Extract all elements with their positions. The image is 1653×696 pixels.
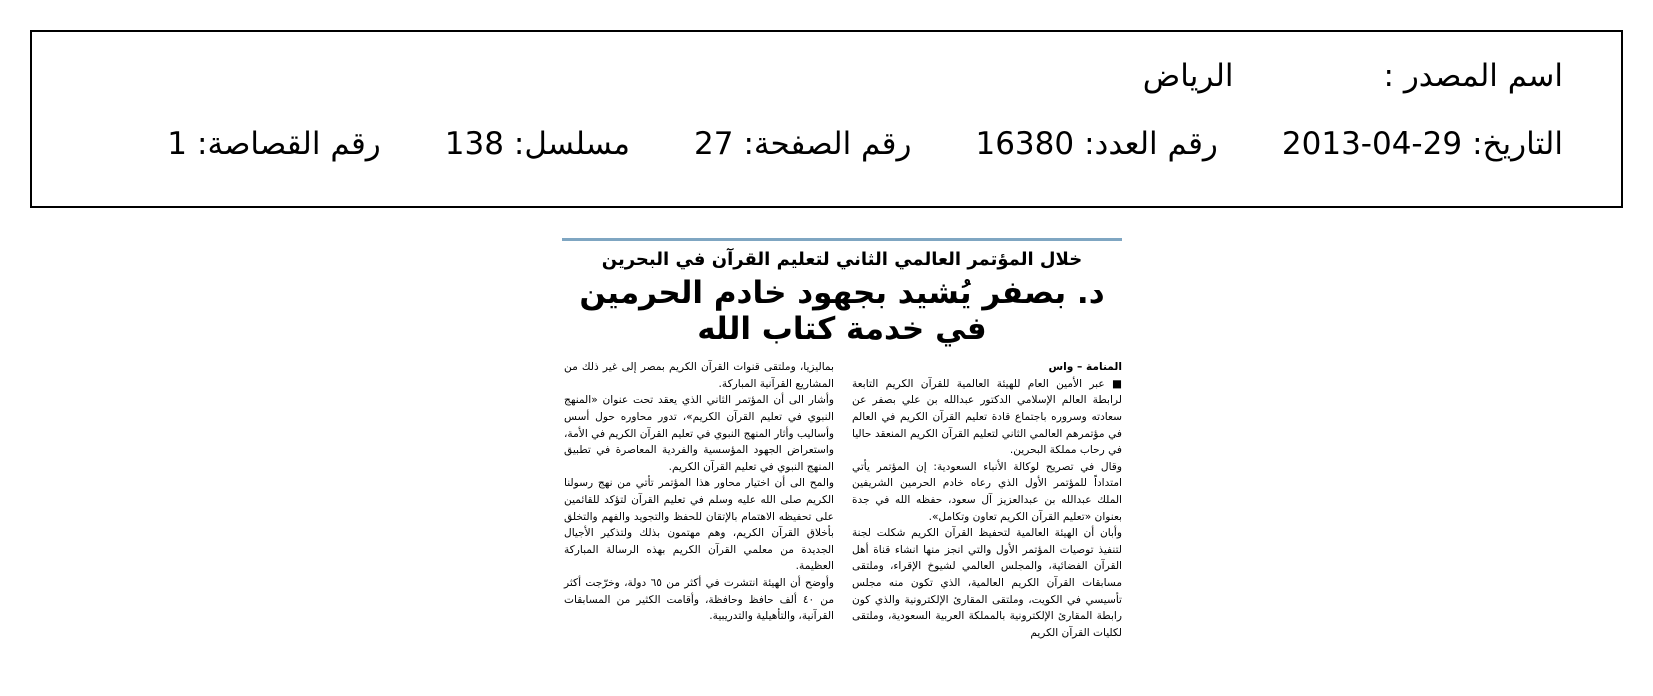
page-number-field bbox=[694, 126, 911, 162]
date-label: التاريخ: bbox=[1472, 126, 1563, 162]
article-column-right bbox=[852, 359, 1122, 641]
article-columns bbox=[562, 359, 1122, 641]
source-label: اسم المصدر : bbox=[1383, 58, 1563, 94]
paragraph: وقال في تصريح لوكالة الأنباء السعودية: إن المؤتمر يأتي امتداداً للمؤتمر الأول الذي رعاه خادم الحرمين الشريفين الملك عبدالله بن عبدالعزيز آل سعود، حفظه الله في جدة بعنوان «تعليم القرآن الكريم تعاون وتكامل». bbox=[852, 460, 1122, 523]
document-header bbox=[30, 30, 1623, 208]
paragraph: وأوضح أن الهيئة انتشرت في أكثر من ٦٥ دولة، وخرّجت أكثر من ٤٠ ألف حافظ وحافظة، وأقامت الكثير من المسابقات القرآنية، والتأهيلية والتدريبية. bbox=[564, 577, 834, 623]
serial-label: مسلسل: bbox=[513, 126, 631, 162]
source-row bbox=[1143, 58, 1563, 94]
issue-number-label: رقم العدد: bbox=[1084, 126, 1218, 162]
paragraph: وأبان أن الهيئة العالمية لتحفيظ القرآن الكريم شكلت لجنة لتنفيذ توصيات المؤتمر الأول والتي انجز منها انشاء قناة أهل القرآن الفضائية، والمجلس العالمي لشيوخ الإقراء، وملتقى مسابقات القرآن الكريم العالمية، الذي تكون منه مجلس تأسيسي في الكويت، وملتقى المقارئ الإلكترونية والذي كون رابطة المقارئ الإلكترونية بالمملكة العربية السعودية، وملتقى لكليات القرآن الكريم bbox=[852, 527, 1122, 639]
page-number-value: 27 bbox=[694, 126, 734, 162]
newspaper-clipping bbox=[562, 238, 1122, 688]
serial-field bbox=[445, 126, 630, 162]
clipping-number-field bbox=[167, 126, 380, 162]
issue-number-value: 16380 bbox=[975, 126, 1075, 162]
clipping-number-label: رقم القصاصة: bbox=[197, 126, 381, 162]
article-kicker: خلال المؤتمر العالمي الثاني لتعليم القرآن في البحرين bbox=[601, 249, 1083, 270]
page-number-label: رقم الصفحة: bbox=[743, 126, 912, 162]
article-headline: د. بصفر يُشيد بجهود خادم الحرمين في خدمة كتاب الله bbox=[579, 275, 1105, 347]
paragraph: والمح الى أن اختيار محاور هذا المؤتمر تأتي من نهج رسولنا الكريم صلى الله عليه وسلم في تعليم القرآن لتؤكد للقائمين على تحفيظه الاهتمام بالإتقان للحفظ والتجويد والفهم والتخلق بأخلاق القرآن الكريم، وهم مهتمون بذلك ولتذكير الأجيال الجديدة من معلمي القرآن الكريم بهذه الرسالة المباركة العظيمة. bbox=[564, 477, 834, 573]
source-value: الرياض bbox=[1142, 58, 1234, 94]
paragraph: بماليزيا، وملتقى قنوات القرآن الكريم بمصر إلى غير ذلك من المشاريع القرآنية المباركة. bbox=[564, 361, 834, 390]
paragraph: ■ عبر الأمين العام للهيئة العالمية للقرآن الكريم التابعة لرابطة العالم الإسلامي الدكتور عبدالله بن علي بصفر عن سعادته وسروره باجتماع قادة تعليم القرآن الكريم في العالم في مؤتمرهم العالمي الثاني لتعليم القرآن الكريم المنعقد حاليا في رحاب مملكة البحرين. bbox=[852, 377, 1122, 457]
paragraph: وأشار الى أن المؤتمر الثاني الذي يعقد تحت عنوان «المنهج النبوي في تعليم القرآن الكريم»، تدور محاوره حول أسس وأساليب وأثار المنهج النبوي في تعليم القرآن الكريم في الأمة، واستعراض الجهود المؤسسية والفردية المعاصرة في تطبيق المنهج النبوي في تعليم القرآن الكريم. bbox=[564, 394, 834, 473]
clipping-top-rule bbox=[562, 238, 1122, 241]
date-value: 2013-04-29 bbox=[1281, 126, 1463, 162]
article-dateline: المنامة – واس bbox=[1048, 361, 1122, 374]
issue-number-field bbox=[975, 126, 1217, 162]
date-field bbox=[1282, 126, 1563, 162]
article-column-left bbox=[564, 359, 834, 641]
clipping-number-value: 1 bbox=[167, 126, 188, 162]
serial-value: 138 bbox=[444, 126, 504, 162]
metadata-row bbox=[167, 126, 1563, 162]
